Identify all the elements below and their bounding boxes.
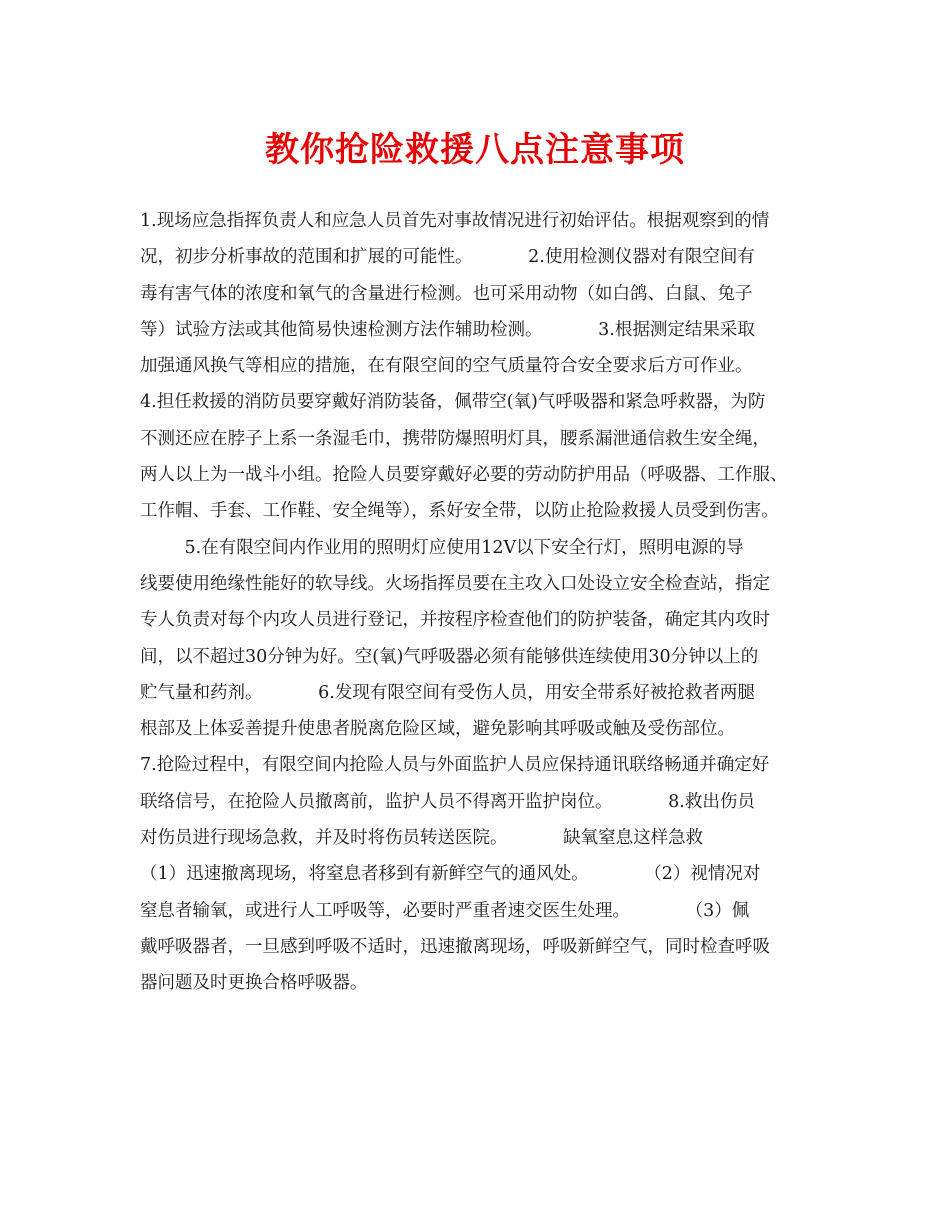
text-line: 加强通风换气等相应的措施，在有限空间的空气质量符合安全要求后方可作业。 xyxy=(140,356,753,377)
text-line: 联络信号，在抢险人员撤离前，监护人员不得离开监护岗位。 8.救出伤员 xyxy=(140,791,755,812)
text-line: 不测还应在脖子上系一条湿毛巾，携带防爆照明灯具，腰系漏泄通信救生安全绳， xyxy=(140,428,770,449)
text-line: 等）试验方法或其他简易快速检测方法作辅助检测。 3.根据测定结果采取 xyxy=(140,319,755,340)
text-line: 4.担任救援的消防员要穿戴好消防装备，佩带空(氧)气呼吸器和紧急呼救器，为防 xyxy=(140,392,766,413)
document-title: 教你抢险救援八点注意事项 xyxy=(265,130,685,170)
text-line: （1）迅速撤离现场，将窒息者移到有新鲜空气的通风处。 （2）视情况对 xyxy=(140,864,761,885)
text-line: 毒有害气体的浓度和氧气的含量进行检测。也可采用动物（如白鸽、白鼠、兔子 xyxy=(140,283,753,304)
text-line: 窒息者输氧，或进行人工呼吸等，必要时严重者速交医生处理。 （3）佩 xyxy=(140,900,750,921)
text-line: 工作帽、手套、工作鞋、安全绳等），系好安全带，以防止抢险救援人员受到伤害。 xyxy=(140,501,779,522)
text-line: 5.在有限空间内作业用的照明灯应使用12V以下安全行灯，照明电源的导 xyxy=(140,537,744,558)
text-line: 戴呼吸器者，一旦感到呼吸不适时，迅速撤离现场，呼吸新鲜空气，同时检查呼吸 xyxy=(140,936,770,957)
text-line: 间，以不超过30分钟为好。空(氧)气呼吸器必须有能够供连续使用30分钟以上的 xyxy=(140,646,759,667)
text-line: 线要使用绝缘性能好的软导线。火场指挥员要在主攻入口处设立安全检查站，指定 xyxy=(140,573,770,594)
text-line: 器问题及时更换合格呼吸器。 xyxy=(140,973,368,994)
text-line: 专人负责对每个内攻人员进行登记，并按程序检查他们的防护装备，确定其内攻时 xyxy=(140,610,770,631)
text-line: 1.现场应急指挥负责人和应急人员首先对事故情况进行初始评估。根据观察到的情 xyxy=(140,211,770,231)
text-line: 7.抢险过程中，有限空间内抢险人员与外面监护人员应保持通讯联络畅通并确定好 xyxy=(140,755,770,776)
text-line: 况，初步分析事故的范围和扩展的可能性。 2.使用检测仪器对有限空间有 xyxy=(140,247,755,268)
document-body xyxy=(140,203,825,1002)
text-line: 根部及上体妥善提升使患者脱离危险区域，避免影响其呼吸或触及受伤部位。 xyxy=(140,719,735,740)
text-line: 两人以上为一战斗小组。抢险人员要穿戴好必要的劳动防护用品（呼吸器、工作服、 xyxy=(140,465,788,486)
text-line: 对伤员进行现场急救，并及时将伤员转送医院。 缺氧窒息这样急救 xyxy=(140,828,704,849)
text-line: 贮气量和药剂。 6.发现有限空间有受伤人员，用安全带系好被抢救者两腿 xyxy=(140,682,755,703)
